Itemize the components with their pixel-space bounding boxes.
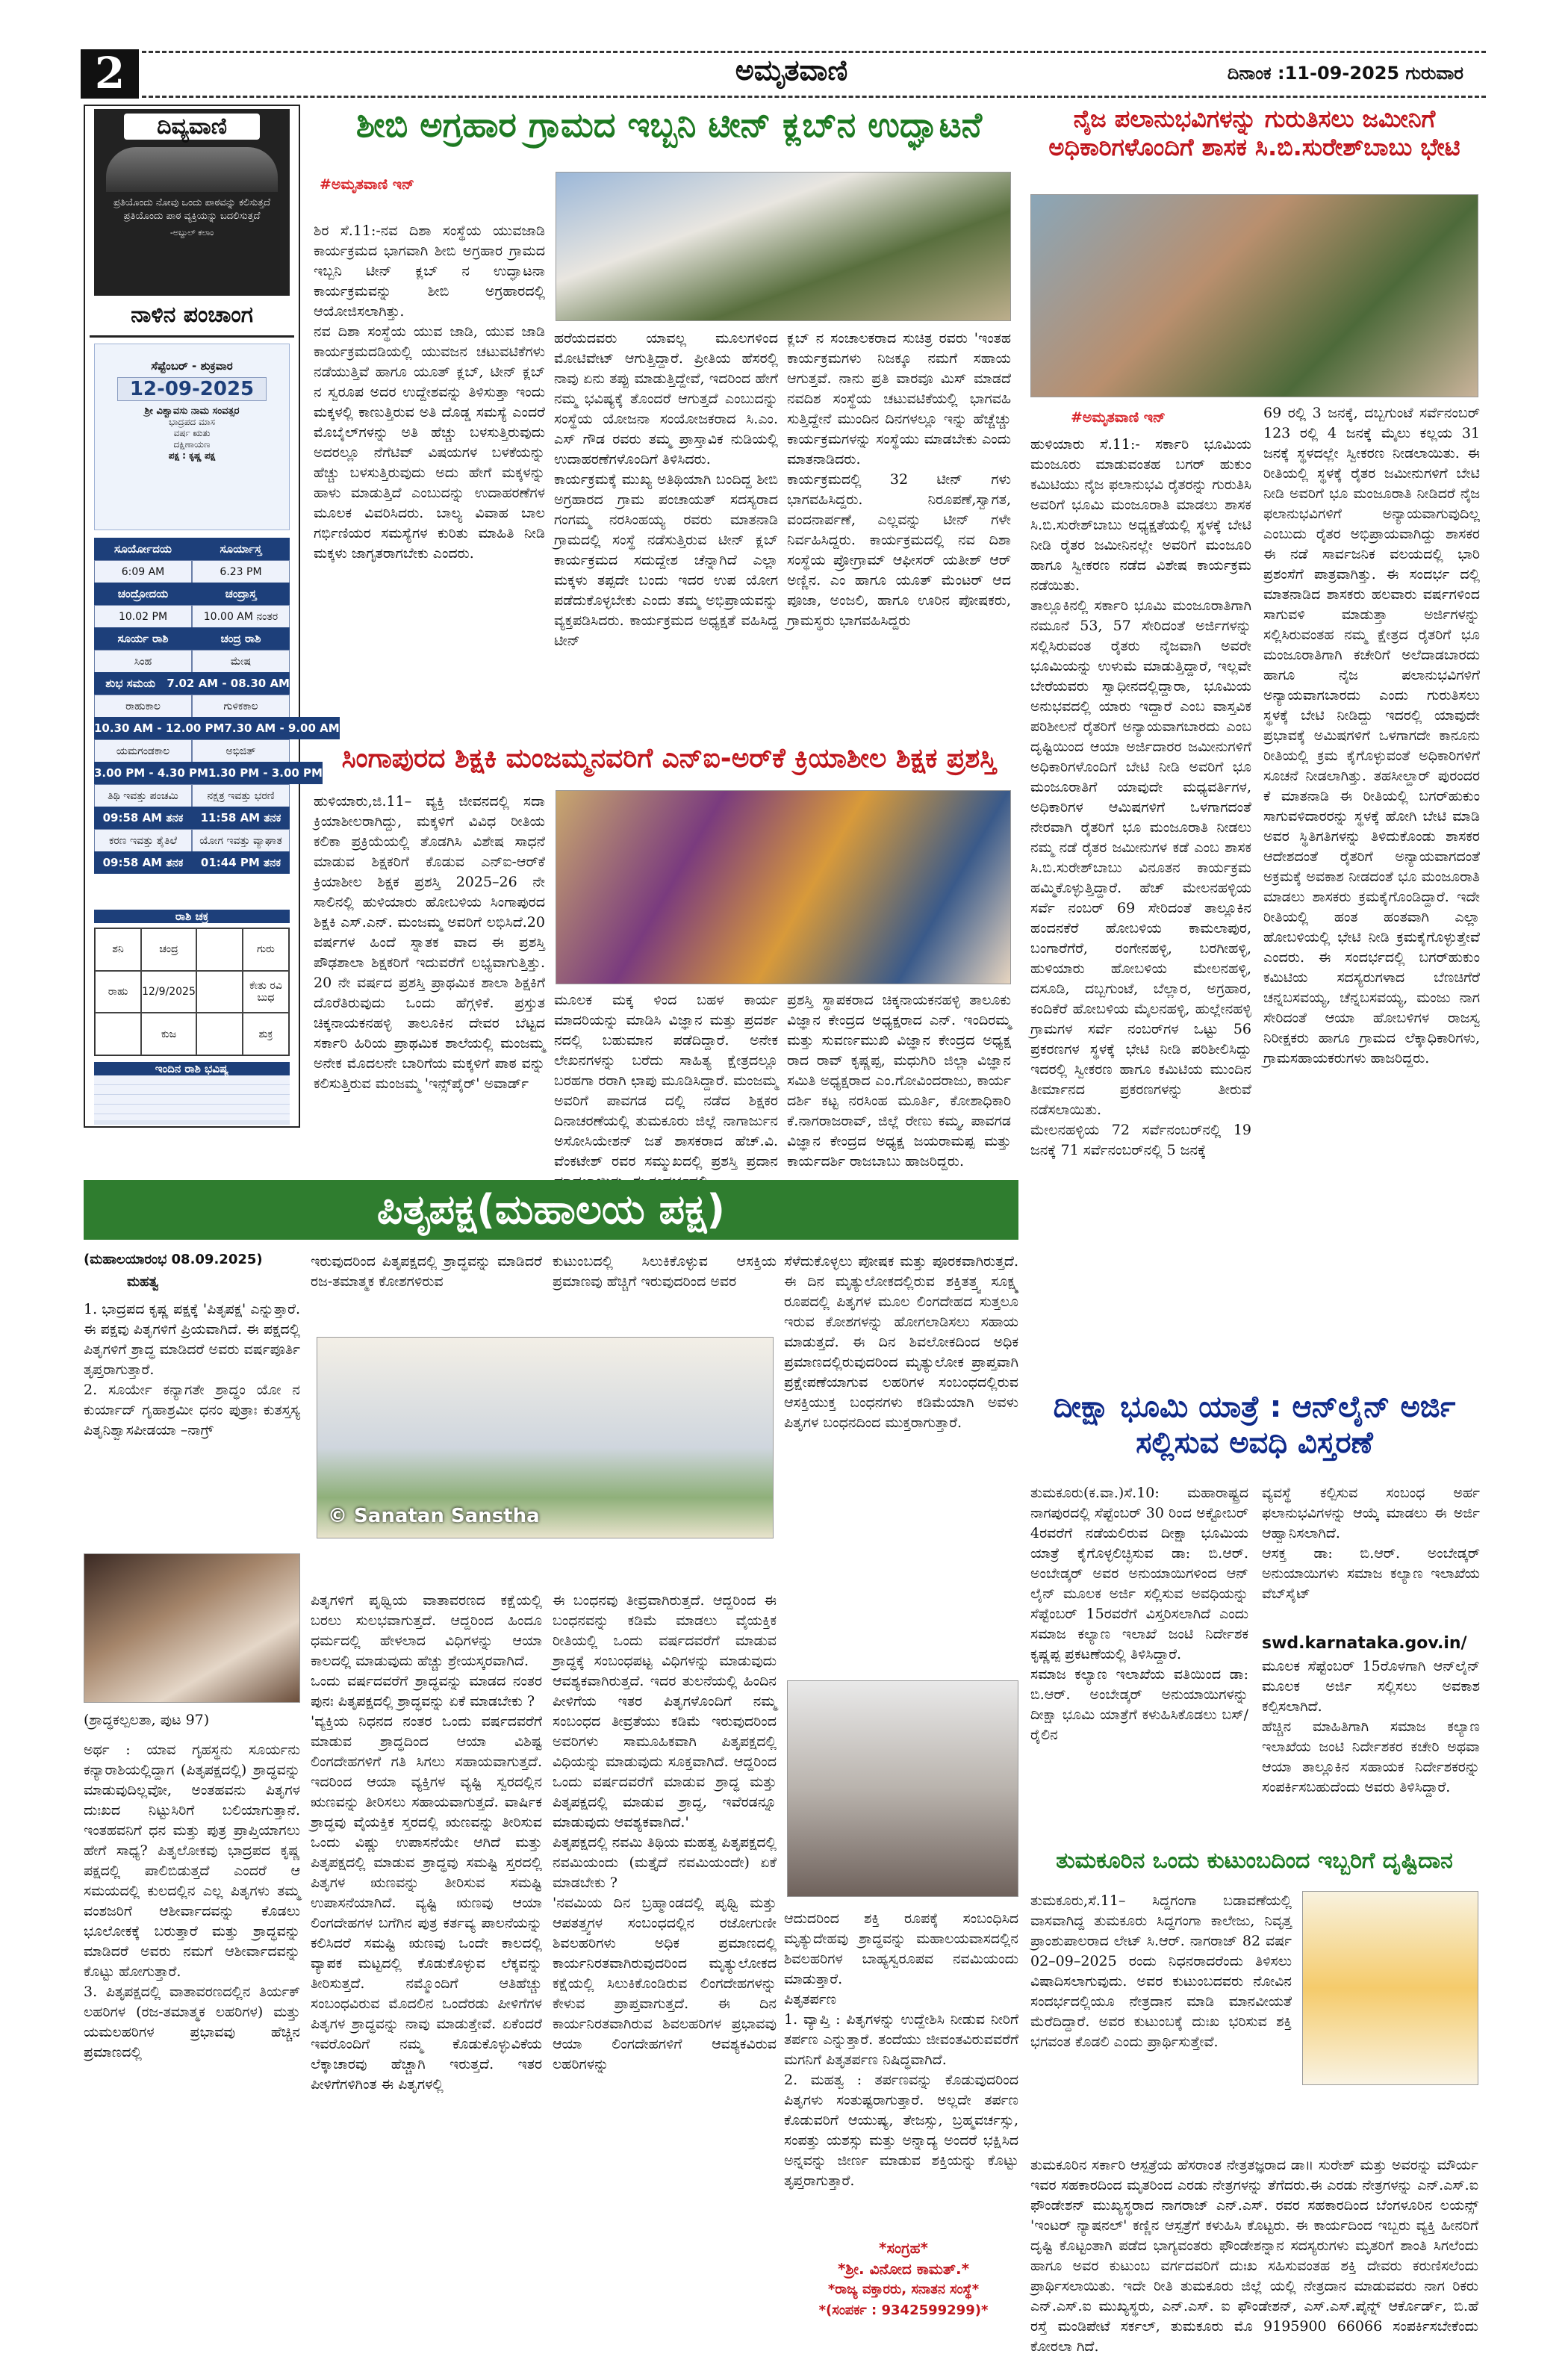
panchanga-cell: 7.02 AM - 08.30 AM xyxy=(167,672,290,695)
article4-signoff-org: *ರಾಜ್ಯ ವಕ್ತಾರರು, ಸನಾತನ ಸಂಸ್ಥೆ* xyxy=(827,2282,980,2297)
bhavishya-table xyxy=(94,1075,290,1120)
article1-tag: #ಅಮೃತವಾಣಿ ಇನ್ xyxy=(320,176,414,193)
panchanga-row xyxy=(94,784,290,807)
article4-col1b: ಅರ್ಥ : ಯಾವ ಗೃಹಸ್ಥನು ಸೂರ್ಯನು ಕನ್ಯಾರಾಶಿಯಲ್ಲಿದ್ದಾಗ (ಪಿತೃಪಕ್ಷದಲ್ಲಿ) ಶ್ರಾದ್ಧವನ್ನು ಮಾಡುವುದಿಲ್ಲವೋ, ಅಂತಹವನು ಪಿತೃಗಳ ದುಃಖದ ನಿಟ್ಟುಸಿರಿಗೆ ಬಲಿಯಾಗುತ್ತಾನೆ. ಇಂತಹವನಿಗೆ ಧನ ಮತ್ತು ಪುತ್ರ ಪ್ರಾಪ್ತಿಯಾಗಲು ಹೇಗೆ ಸಾಧ್ಯ? ಪಿತೃಲೋಕವು ಭಾದ್ರಪದ ಕೃಷ್ಣ ಪಕ್ಷದಲ್ಲಿ ಪಾಲಿಬಿಡುತ್ತದೆ ಎಂದರೆ ಆ ಸಮಯದಲ್ಲಿ ಕುಲದಲ್ಲಿನ ಎಲ್ಲ ಪಿತೃಗಳು ತಮ್ಮ ವಂಶಜರಿಗೆ ಆಶೀರ್ವಾದವನ್ನು ಕೊಡಲು ಭೂಲೋಕಕ್ಕೆ ಬರುತ್ತಾರೆ ಮತ್ತು ಶ್ರಾದ್ಧವನ್ನು ಮಾಡಿದರೆ ಅವರು ನಮಗೆ ಆಶೀರ್ವಾದವನ್ನು ಕೊಟ್ಟು ಹೋಗುತ್ತಾರೆ. 3. ಪಿತೃಪಕ್ಷದಲ್ಲಿ ವಾತಾವರಣದಲ್ಲಿನ ತಿರ್ಯಕ್ ಲಹರಿಗಳ (ರಜ-ತಮಾತ್ಮಕ ಲಹರಿಗಳ) ಮತ್ತು ಯಮಲಹರಿಗಳ ಪ್ರಭಾವವು ಹೆಚ್ಚಿನ ಪ್ರಮಾಣದಲ್ಲಿ xyxy=(84,1742,300,2061)
divyavani-author: -ಅಬ್ದುಲ್ ಕಲಾಂ xyxy=(169,228,214,237)
header-rule-top xyxy=(142,51,1486,53)
panchanga-cell: ನಕ್ಷತ್ರ ಇವತ್ತು ಭರಣಿ xyxy=(192,784,290,808)
panchanga-cell: ಮೇಷ xyxy=(192,650,290,674)
rashi-cell: ಶನಿ xyxy=(95,928,141,971)
rashi-cell: ಚಂದ್ರ xyxy=(141,928,196,971)
panchanga-row xyxy=(94,807,290,829)
panchanga-cell: ಚಂದ್ರಾಸ್ತ xyxy=(192,583,290,605)
panchanga-row xyxy=(94,829,290,851)
article2-photo xyxy=(1030,194,1478,397)
panchanga-row xyxy=(94,605,290,627)
page-number: 2 xyxy=(81,49,139,99)
panchanga-row xyxy=(94,851,290,874)
panchanga-cell: ಸೂರ್ಯೋದಯ xyxy=(94,538,192,560)
article6-col1: ತುಮಕೂರು,ಸೆ.11– ಸಿದ್ದಗಂಗಾ ಬಡಾವಣೆಯಲ್ಲಿ ವಾಸವಾಗಿದ್ದ ತುಮಕೂರು ಸಿದ್ದಗಂಗಾ ಕಾಲೇಜು, ನಿವೃತ್ತ ಪ್ರಾಂಶುಪಾಲರಾದ ಲೇಟ್ ಸಿ.ಆರ್. ನಾಗರಾಜ್ 82 ವರ್ಷ 02–09–2025 ರಂದು ನಿಧನರಾದರೆಂದು ತಿಳಿಸಲು ವಿಷಾದಿಸಲಾಗುವುದು. ಅವರ ಕುಟುಂಬದವರು ನೋವಿನ ಸಂದರ್ಭದಲ್ಲಿಯೂ ನೇತ್ರದಾನ ಮಾಡಿ ಮಾನವೀಯತೆ ಮೆರೆದಿದ್ದಾರೆ. ಅವರ ಕುಟುಂಬಕ್ಕೆ ದುಃಖ ಭರಿಸುವ ಶಕ್ತಿ ಭಗವಂತ ಕೊಡಲಿ ಎಂದು ಪ್ರಾರ್ಥಿಸುತ್ತೇವೆ. xyxy=(1030,1892,1292,2050)
article1-col1: ಶಿರ ಸೆ.11:-ನವ ದಿಶಾ ಸಂಸ್ಥೆಯ ಯುವಜಾಡಿ ಕಾರ್ಯಕ್ರಮದ ಭಾಗವಾಗಿ ಶೀಬಿ ಅಗ್ರಹಾರ ಗ್ರಾಮದ ಇಬ್ಬನಿ ಟೀನ್ ಕ್ಲಬ್ ನ ಉದ್ಘಾಟನಾ ಕಾರ್ಯಕ್ರಮವನ್ನು ಶೀಬಿ ಅಗ್ರಹಾರದಲ್ಲಿ ಆಯೋಜಿಸಲಾಗಿತ್ತು. ನವ ದಿಶಾ ಸಂಸ್ಥೆಯ ಯುವ ಜಾಡಿ, ಯುವ ಜಾಡಿ ಕಾರ್ಯಕ್ರಮದಡಿಯಲ್ಲಿ ಯುವಜನ ಚಟುವಟಿಕೆಗಳು ನಡೆಯುತ್ತಿವೆ ಹಾಗೂ ಯೂತ್ ಕ್ಲಬ್, ಟೀನ್ ಕ್ಲಬ್ ನ ಸ್ವರೂಪ ಅದರ ಉದ್ದೇಶವನ್ನು ತಿಳಿಸುತ್ತಾ ಇಂದು ಮಕ್ಕಳಲ್ಲಿ ಕಾಣುತ್ತಿರುವ ಅತಿ ದೊಡ್ಡ ಸಮಸ್ಯೆ ಎಂದರೆ ಮೊಬೈಲ್‌ಗಳನ್ನು ಅತಿ ಹೆಚ್ಚು ಬಳಸುತ್ತಿರುವುದು ಅದರಲ್ಲೂ ನೆಗೆಟಿವ್ ವಿಷಯಗಳ ಬಳಕೆಯನ್ನು ಹೆಚ್ಚು ಬಳಸುತ್ತಿರುವುದು ಅದು ಹೇಗೆ ಮಕ್ಕಳನ್ನು ಹಾಳು ಮಾಡುತ್ತಿದೆ ಎಂಬುದನ್ನು ಉದಾಹರಣೆಗಳ ಮೂಲಕ ವಿವರಿಸಿದರು. ಬಾಲ್ಯ ವಿವಾಹ ಬಾಲ ಗರ್ಭಿಣಿಯರ ಸಮಸ್ಯೆಗಳ ಕುರಿತು ಮಾಹಿತಿ ನೀಡಿ ಮಕ್ಕಳು ಜಾಗೃತರಾಗಬೇಕು ಎಂದರು. xyxy=(314,223,545,562)
panchanga-row xyxy=(94,739,290,762)
article4-ritual-photo xyxy=(84,1553,300,1703)
article4-signoff-name: *ಶ್ರೀ. ವಿನೋದ ಕಾಮತ್.* xyxy=(837,2260,970,2278)
article2-col2: 69 ರಲ್ಲಿ 3 ಜನಕ್ಕೆ, ದಬ್ಬಗುಂಟೆ ಸರ್ವೆನಂಬರ್ 123 ರಲ್ಲಿ 4 ಜನಕ್ಕೆ ಮೈಲು ಕಲ್ಲಯ 31 ಜನಕ್ಕೆ ಸ್ಥಳದಲ್ಲೇ ಸ್ವೀಕರಣ ನೀಡಲಾಯಿತು. ಈ ರೀತಿಯಲ್ಲಿ ಸ್ಥಳಕ್ಕೆ ರೈತರ ಜಮೀನುಗಳಿಗೆ ಬೇಟಿ ನೀಡಿ ಅವರಿಗೆ ಭೂ ಮಂಜೂರಾತಿ ನೀಡಿದರೆ ನೈಜ ಫಲಾನುಭವಿಗಳಿಗೆ ಅನ್ಯಾಯವಾಗುವುದಿಲ್ಲ ಎಂಬುದು ರೈತರ ಅಭಿಪ್ರಾಯವಾಗಿದ್ದು ಶಾಸಕರ ಈ ನಡೆ ಸಾರ್ವಜನಿಕ ವಲಯದಲ್ಲಿ ಭಾರಿ ಪ್ರಶಂಸೆಗೆ ಪಾತ್ರವಾಗಿತ್ತು. ಈ ಸಂದರ್ಭ ದಲ್ಲಿ ಮಾತನಾಡಿದ ಶಾಸಕರು ಹಲವಾರು ವರ್ಷಗಳಿಂದ ಸಾಗುವಳಿ ಮಾಡುತ್ತಾ ಅರ್ಜಿಗಳನ್ನು ಸಲ್ಲಿಸಿರುವಂತಹ ನಮ್ಮ ಕ್ಷೇತ್ರದ ರೈತರಿಗೆ ಭೂ ಮಂಜೂರಾತಿಗಾಗಿ ಕಚೇರಿಗೆ ಅಲೆದಾಡಬಾರದು ಹಾಗೂ ನೈಜ ಪಲಾನುಭವಿಗಳಿಗೆ ಅನ್ಯಾಯವಾಗಬಾರದು ಎಂದು ಗುರುತಿಸಲು ಸ್ಥಳಕ್ಕೆ ಬೇಟಿ ನೀಡಿದ್ದು ಇದರಲ್ಲಿ ಯಾವುದೇ ಪ್ರಭಾವಕ್ಕೆ ಅಮಿಷಗಳಿಗೆ ಒಳಗಾಗದೇ ಕಾನೂನು ರೀತಿಯಲ್ಲಿ ಕ್ರಮ ಕೈಗೊಳ್ಳುವಂತೆ ಅಧಿಕಾರಿಗಳಿಗೆ ಸೂಚನೆ ನೀಡಲಾಗಿತ್ತು. ತಹಸೀಲ್ದಾರ್ ಪುರಂದರ ಕೆ ಮಾತನಾಡಿ ಈ ರೀತಿಯಲ್ಲಿ ಬಗರ್‌ಹುಕುಂ ಸಾಗುವಳಿದಾರರನ್ನು ಸ್ಥಳಕ್ಕೆ ಹೋಗಿ ಬೇಟಿ ಮಾಡಿ ಅವರ ಸ್ಥಿತಿಗತಿಗಳನ್ನು ತಿಳಿದುಕೊಂಡು ಶಾಸಕರ ಆದೇಶದಂತೆ ರೈತರಿಗೆ ಅನ್ಯಾಯವಾಗದಂತೆ ಅಕ್ರಮಕ್ಕೆ ಅವಕಾಶ ನೀಡದಂತೆ ಭೂ ಮಂಜೂರಾತಿ ಮಾಡಲು ಶಾಸಕರು ಕ್ರಮಕೈಗೊಂಡಿದ್ದಾರೆ. ಇದೇ ರೀತಿಯಲ್ಲಿ ಹಂತ ಹಂತವಾಗಿ ಎಲ್ಲಾ ಹೋಬಳಿಯಲ್ಲಿ ಭೇಟಿ ನೀಡಿ ಕ್ರಮಕೈಗೊಳ್ಳುತ್ತೇವೆ ಎಂದರು. ಈ ಸಂದರ್ಭದಲ್ಲಿ ಬಗರ್‌ಹುಕುಂ ಕಮಿಟಿಯ ಸದಸ್ಯರುಗಳಾದ ಬೆಣಚಿಗೆರೆ ಚನ್ನಬಸವಯ್ಯ, ಚೆನ್ನಬಸವಯ್ಯ, ಮಂಜು ನಾಗ ಸೇರಿದಂತೆ ಆಯಾ ಹೋಬಳಿಗಳ ರಾಜಸ್ವ ನಿರೀಕ್ಷಕರು ಹಾಗೂ ಗ್ರಾಮದ ಲೆಕ್ಕಾಧಿಕಾರಿಗಳು, ಗ್ರಾಮಸಹಾಯಕರುಗಳು ಹಾಜರಿದ್ದರು. xyxy=(1263,405,1480,1066)
article1-col2: ಹರೆಯದವರು ಯಾವಲ್ಲ ಮೂಲಗಳಿಂದ ಮೋಟಿವೇಟ್ ಆಗುತ್ತಿದ್ದಾರೆ. ಪ್ರೀತಿಯ ಹೆಸರಲ್ಲಿ ನಾವು ಏನು ತಪ್ಪು ಮಾಡುತ್ತಿದ್ದೇವೆ, ಇದರಿಂದ ಹೇಗೆ ನಮ್ಮ ಭವಿಷ್ಯಕ್ಕೆ ತೊಂದರೆ ಆಗುತ್ತದೆ ಎಂಬುದನ್ನು ಸಂಸ್ಥೆಯ ಯೋಜನಾ ಸಂಯೋಜಕರಾದ ಸಿ.ಎಂ. ಎಸ್ ಗೌಡ ರವರು ತಮ್ಮ ಪ್ರಾಸ್ತಾವಿಕ ನುಡಿಯಲ್ಲಿ ಉದಾಹರಣೆಗಳೊಂದಿಗೆ ತಿಳಿಸಿದರು. ಕಾರ್ಯಕ್ರಮಕ್ಕೆ ಮುಖ್ಯ ಅತಿಥಿಯಾಗಿ ಬಂದಿದ್ದ ಶೀಬಿ ಅಗ್ರಹಾರದ ಗ್ರಾಮ ಪಂಚಾಯತ್ ಸದಸ್ಯರಾದ ಗಂಗಮ್ಮ ನರಸಿಂಹಯ್ಯ ರವರು ಮಾತನಾಡಿ ಗ್ರಾಮದಲ್ಲಿ ಸಂಸ್ಥೆ ನಡೆಸುತ್ತಿರುವ ಟೀನ್ ಕ್ಲಬ್ ಕಾರ್ಯಕ್ರಮದ ಸದುದ್ದೇಶ ಚೆನ್ನಾಗಿದೆ ಎಲ್ಲಾ ಮಕ್ಕಳು ತಪ್ಪದೇ ಬಂದು ಇದರ ಉಪ ಯೋಗ ಪಡೆದುಕೊಳ್ಳಬೇಕು ಎಂದು ತಮ್ಮ ಅಭಿಪ್ರಾಯವನ್ನು ವ್ಯಕ್ತಪಡಿಸಿದರು. ಕಾರ್ಯಕ್ರಮದ ಅಧ್ಯಕ್ಷತೆ ವಹಿಸಿದ್ದ ಟೀನ್ xyxy=(554,330,778,649)
rashi-cell: ಕುಜ xyxy=(141,1013,196,1055)
panchanga-row xyxy=(94,583,290,605)
masthead: ಅಮೃತವಾಣಿ xyxy=(735,54,848,87)
rashi-cell: ಶುಕ್ರ xyxy=(243,1013,289,1055)
article6-portrait xyxy=(1302,1891,1478,2085)
article4-col2b: ಪಿತೃಗಳಿಗೆ ಪೃಥ್ವಿಯ ವಾತಾವರಣದ ಕಕ್ಷೆಯಲ್ಲಿ ಬರಲು ಸುಲಭವಾಗುತ್ತದೆ. ಆದ್ದರಿಂದ ಹಿಂದೂ ಧರ್ಮದಲ್ಲಿ ಹೇಳಲಾದ ವಿಧಿಗಳನ್ನು ಆಯಾ ಕಾಲದಲ್ಲಿ ಮಾಡುವುದು ಹೆಚ್ಚು ಶ್ರೇಯಸ್ಕರವಾಗಿದೆ. ಒಂದು ವರ್ಷದವರೆಗೆ ಶ್ರಾದ್ಧವನ್ನು ಮಾಡದ ನಂತರ ಪುನಃ ಪಿತೃಪಕ್ಷದಲ್ಲಿ ಶ್ರಾದ್ಧವನ್ನು ಏಕೆ ಮಾಡಬೇಕು ? 'ವ್ಯಕ್ತಿಯ ನಿಧನದ ನಂತರ ಒಂದು ವರ್ಷದವರೆಗೆ ಮಾಡುವ ಶ್ರಾದ್ಧದಿಂದ ಆಯಾ ವಿಶಿಷ್ಟ ಲಿಂಗದೇಹಗಳಿಗೆ ಗತಿ ಸಿಗಲು ಸಹಾಯವಾಗುತ್ತದೆ. ಇದರಿಂದ ಆಯಾ ವ್ಯಕ್ತಿಗಳ ವ್ಯಷ್ಟಿ ಸ್ವರದಲ್ಲಿನ ಋಣವನ್ನು ತೀರಿಸಲು ಸಹಾಯವಾಗುತ್ತದೆ. ವಾರ್ಷಿಕ ಶ್ರಾದ್ಧವು ವೈಯಕ್ತಿಕ ಸ್ತರದಲ್ಲಿ ಋಣವನ್ನು ತೀರಿಸುವ ಒಂದು ವಿಷ್ಣು ಉಪಾಸನೆಯೇ ಆಗಿದೆ ಮತ್ತು ಪಿತೃಪಕ್ಷದಲ್ಲಿ ಮಾಡುವ ಶ್ರಾದ್ಧವು ಸಮಷ್ಟಿ ಸ್ತರದಲ್ಲಿ ಪಿತೃಗಳ ಋಣವನ್ನು ತೀರಿಸುವ ಸಮಷ್ಟಿ ಉಪಾಸನೆಯಾಗಿದೆ. ವ್ಯಷ್ಟಿ ಋಣವು ಆಯಾ ಲಿಂಗದೇಹಗಳ ಬಗೆಗಿನ ಪುತ್ರ ಕರ್ತವ್ಯ ಪಾಲನೆಯನ್ನು ಕಲಿಸಿದರೆ ಸಮಷ್ಟಿ ಋಣವು ಒಂದೇ ಕಾಲದಲ್ಲಿ ವ್ಯಾಪಕ ಮಟ್ಟದಲ್ಲಿ ಕೊಡುಕೊಳ್ಳುವ ಲೆಕ್ಕವನ್ನು ತೀರಿಸುತ್ತದೆ. ನಮ್ಮೊಂದಿಗೆ ಆತಿಹೆಚ್ಚು ಸಂಬಂಧವಿರುವ ಮೊದಲಿನ ಒಂದೆರಡು ಪೀಳಿಗೆಗಳ ಪಿತೃಗಳ ಶ್ರಾದ್ಧವನ್ನು ನಾವು ಮಾಡುತ್ತೇವೆ. ಏಕೆಂದರೆ ಇವರೊಂದಿಗೆ ನಮ್ಮ ಕೊಡುಕೊಳ್ಳುವಿಕೆಯ ಲೆಕ್ಕಾಚಾರವು ಹೆಚ್ಚಾಗಿ ಇರುತ್ತದೆ. ಇತರ ಪೀಳಿಗೆಗಳಿಗಿಂತ ಈ ಪಿತೃಗಳಲ್ಲಿ xyxy=(311,1592,542,2093)
panchanga-cell: ರಾಹುಕಾಲ xyxy=(94,695,192,718)
rashi-cell: ಗುರು xyxy=(243,928,289,971)
article1-headline: ಶೀಬಿ ಅಗ್ರಹಾರ ಗ್ರಾಮದ ಇಬ್ಬನಿ ಟೀನ್ ಕ್ಲಬ್‌ನ ಉದ್ಘಾಟನೆ xyxy=(355,105,983,145)
article5-headline: ದೀಕ್ಷಾ ಭೂಮಿ ಯಾತ್ರೆ : ಆನ್‌ಲೈನ್ ಅರ್ಜಿ ಸಲ್ಲಿಸುವ ಅವಧಿ ವಿಸ್ತರಣೆ xyxy=(1053,1390,1456,1460)
panchanga-cell: ಸಿಂಹ xyxy=(94,650,192,674)
panchanga-cell: 09:58 AM ತನಕ xyxy=(94,851,192,874)
divyavani-title: ದಿವ್ಯವಾಣಿ xyxy=(124,114,260,140)
kalam-portrait xyxy=(106,147,278,192)
article2-tag: #ಅಮೃತವಾಣಿ ಇನ್ xyxy=(1071,409,1166,426)
panchanga-cell: 1.30 PM - 3.00 PM xyxy=(208,762,323,784)
panchanga-cell: 6:09 AM xyxy=(94,560,192,584)
panchanga-cell: 10.30 AM - 12.00 PM xyxy=(94,717,224,739)
rashi-cell: ರಾಹು xyxy=(95,971,141,1013)
article4-shraddha-photo xyxy=(317,1337,774,1538)
article4-signoff-contact: *(ಸಂಪರ್ಕ : 9342599299)* xyxy=(818,2302,989,2318)
article3-photo xyxy=(556,790,1011,984)
article4-banner: ಪಿತೃಪಕ್ಷ(ಮಹಾಲಯ ಪಕ್ಷ) xyxy=(84,1180,1018,1240)
panchanga-cell: 01:44 PM ತನಕ xyxy=(192,851,290,874)
panchanga-row xyxy=(94,627,290,650)
article2-col1: ಹುಳಿಯಾರು ಸೆ.11:- ಸರ್ಕಾರಿ ಭೂಮಿಯ ಮಂಜೂರು ಮಾಡುವಂತಹ ಬಗರ್ ಹುಕುಂ ಕಮಿಟಿಯು ನೈಜ ಫಲಾನುಭವಿ ರೈತರನ್ನು ಗುರುತಿಸಿ ಅವರಿಗೆ ಭೂಮಿ ಮಂಜೂರಾತಿ ಮಾಡಲು ಶಾಸಕ ಸಿ.ಬಿ.ಸುರೇಶ್‌ಬಾಬು ಅಧ್ಯಕ್ಷತೆಯಲ್ಲಿ ಸ್ಥಳಕ್ಕೆ ಬೇಟಿ ನೀಡಿ ರೈತರ ಜಮೀನಿನಲ್ಲೇ ಅವರಿಗೆ ಮಂಜೂರಿ ಹಾಗೂ ಸ್ವೀಕರಣ ನಡೆದ ವಿಶೇಷ ಕಾರ್ಯಕ್ರಮ ನಡೆಯಿತು. ತಾಲ್ಲೂಕಿನಲ್ಲಿ ಸರ್ಕಾರಿ ಭೂಮಿ ಮಂಜೂರಾತಿಗಾಗಿ ನಮೂನೆ 53, 57 ಸೇರಿದಂತೆ ಅರ್ಜಿಗಳನ್ನು ಸಲ್ಲಿಸಿರುವಂತ ರೈತರು ನೈಜವಾಗಿ ಅವರೇ ಭೂಮಿಯನ್ನು ಉಳುಮೆ ಮಾಡುತ್ತಿದ್ದಾರೆ, ಇಲ್ಲವೇ ಬೇರೆಯವರು ಸ್ವಾಧೀನದಲ್ಲಿದ್ದಾರಾ, ಭೂಮಿಯ ಅನುಭವದಲ್ಲಿ ಯಾರು ಇದ್ದಾರೆ ಎಂಬ ವಾಸ್ತವಿಕ ಪರಿಶೀಲನೆ ರೈತರಿಗೆ ಅನ್ಯಾಯವಾಗಬಾರದು ಎಂಬ ದೃಷ್ಟಿಯಿಂದ ಆಯಾ ಅರ್ಜಿದಾರರ ಜಮೀನುಗಳಿಗೆ ಅಧಿಕಾರಿಗಳೊಂದಿಗೆ ಬೇಟಿ ನೀಡಿ ಅವರಿಗೆ ಭೂ ಮಂಜೂರಾತಿಗೆ ಯಾವುದೇ ಮಧ್ಯವರ್ತಿಗಳ, ಅಧಿಕಾರಿಗಳ ಆಮಿಷಗಳಿಗೆ ಒಳಗಾಗದಂತೆ ನೇರವಾಗಿ ರೈತರಿಗೆ ಭೂ ಮಂಜೂರಾತಿ ನೀಡಲು ನಮ್ಮ ನಡೆ ರೈತರ ಜಮೀನುಗಳ ಕಡೆ ಎಂಬ ಶಾಸಕ ಸಿ.ಬಿ.ಸುರೇಶ್‌ಬಾಬು ವಿನೂತನ ಕಾರ್ಯಕ್ರಮ ಹಮ್ಮಿಕೊಳ್ಳುತ್ತಿದ್ದಾರೆ. ಹೆಚ್ ಮೇಲನಹಳ್ಳಿಯ ಸರ್ವೆ ನಂಬರ್ 69 ಸೇರಿದಂತೆ ತಾಲ್ಲೂಕಿನ ಹಂದನಕೆರೆ ಹೋಬಳಿಯ ಕಾಮಲಾಪುರ, ಬಂಗಾರೆಗೆರೆ, ರಂಗೇನಹಳ್ಳಿ, ಬರಗೀಹಳ್ಳಿ, ಹುಳಿಯಾರು ಹೋಬಳಿಯ ಮೇಲನಹಳ್ಳಿ, ದಸೂಡಿ, ದಬ್ಬಗುಂಟೆ, ಬೆಲ್ಲಾರ, ಅಗ್ರಹಾರ, ಕಂದಿಕೆರೆ ಹೋಬಳಿಯ ಮೈಲನಹಳ್ಳಿ, ಹುಲ್ಲೇನಹಳ್ಳಿ ಗ್ರಾಮಗಳ ಸರ್ವೆ ನಂಬರ್‌ಗಳ ಒಟ್ಟು 56 ಪ್ರಕರಣಗಳ ಸ್ಥಳಕ್ಕೆ ಭೇಟಿ ನೀಡಿ ಪರಿಶೀಲಿಸಿದ್ದು ಇದರಲ್ಲಿ ಸ್ವೀಕರಣ ಹಾಗೂ ಕಮಿಟಿಯ ಮುಂದಿನ ತೀರ್ಮಾನದ ಪ್ರಕರಣಗಳನ್ನು ತೀರುವೆ ನಡೆಸಲಾಯಿತು. ಮೇಲನಹಳ್ಳಿಯ 72 ಸರ್ವೆನಂಬರ್‌ನಲ್ಲಿ 19 ಜನಕ್ಕೆ 71 ಸರ್ವೆನಂಬರ್‌ನಲ್ಲಿ 5 ಜನಕ್ಕೆ xyxy=(1030,436,1251,1158)
ritu: ವರ್ಷ ಋತು xyxy=(173,428,211,438)
panchanga-cell: ಚಂದ್ರೋದಯ xyxy=(94,583,192,605)
article4-col4b: ಆದುದರಿಂದ ಶಕ್ತಿ ರೂಪಕ್ಕೆ ಸಂಬಂಧಿಸಿದ ಮೃತ್ಯುದೇಹವು ಶ್ರಾದ್ಧವನ್ನು ಮಹಾಲಯವಾಸದಲ್ಲಿನ ಶಿವಲಹರಿಗಳ ಬಾಹ್ಯಸ್ವರೂಪವ ನವಮಿಯಂದು ಮಾಡುತ್ತಾರೆ. ಪಿತೃತರ್ಪಣ 1. ವ್ಯಾಪ್ತಿ : ಪಿತೃಗಳನ್ನು ಉದ್ದೇಶಿಸಿ ನೀಡುವ ನೀರಿಗೆ ತರ್ಪಣ ಎನ್ನುತ್ತಾರೆ. ತಂದೆಯು ಜೀವಂತವಿರುವವರೆಗೆ ಮಗನಿಗೆ ಪಿತೃತರ್ಪಣ ನಿಷಿದ್ಧವಾಗಿದೆ. 2. ಮಹತ್ವ : ತರ್ಪಣವನ್ನು ಕೊಡುವುದರಿಂದ ಪಿತೃಗಳು ಸಂತುಷ್ಟರಾಗುತ್ತಾರೆ. ಅಲ್ಲದೇ ತರ್ಪಣ ಕೊಡುವರಿಗೆ ಆಯುಷ್ಯ, ತೇಜಸ್ಸು, ಬ್ರಹ್ಮವರ್ಚಸ್ಸು, ಸಂಪತ್ತು ಯಶಸ್ಸು ಮತ್ತು ಅನ್ನಾದ್ಯ ಅಂದರೆ ಭಕ್ಷಿಸಿದ ಅನ್ನವನ್ನು ಜೀರ್ಣ ಮಾಡುವ ಶಕ್ತಿಯನ್ನು ಕೊಟ್ಟು ತೃಪ್ತರಾಗುತ್ತಾರೆ. xyxy=(784,1910,1018,2189)
article4-intro-date: (ಮಹಾಲಯಾರಂಭ 08.09.2025) xyxy=(84,1252,263,1267)
rashi-chakra xyxy=(94,928,290,1056)
rashi-cell xyxy=(196,1013,243,1055)
panchanga-cell: ಅಭಿಜಿತ್ xyxy=(192,739,290,763)
article3-col1: ಹುಳಿಯಾರು,ಜಿ.11– ವ್ಯಕ್ತಿ ಜೀವನದಲ್ಲಿ ಸದಾ ಕ್ರಿಯಾಶೀಲರಾಗಿದ್ದು, ಮಕ್ಕಳಿಗೆ ವಿವಿಧ ರೀತಿಯ ಕಲಿಕಾ ಪ್ರಕ್ರಿಯೆಯಲ್ಲಿ ತೊಡಗಿಸಿ ವಿಶೇಷ ಸಾಧನೆ ಮಾಡುವ ಶಿಕ್ಷಕರಿಗೆ ಕೊಡುವ ಎನ್‌ಐ-ಆರ್‌ಕೆ ಕ್ರಿಯಾಶೀಲ ಶಿಕ್ಷಕ ಪ್ರಶಸ್ತಿ 2025–26 ನೇ ಸಾಲಿನಲ್ಲಿ ಹುಳಿಯಾರು ಹೋಬಳಿಯ ಸಿಂಗಾಪುರದ ಶಿಕ್ಷಕಿ ಎಸ್.ಎನ್. ಮಂಜಮ್ಮ ಅವರಿಗೆ ಲಭಿಸಿದೆ.20 ವರ್ಷಗಳ ಹಿಂದೆ ಸ್ನಾತಕ ವಾದ ಈ ಪ್ರಶಸ್ತಿ ಪೌಢಶಾಲಾ ಶಿಕ್ಷಕರಿಗೆ ಇದುವರೆಗೆ ಲಭ್ಯವಾಗುತ್ತಿತ್ತು. 20 ನೇ ವರ್ಷದ ಪ್ರಶಸ್ತಿ ಪ್ರಾಥಮಿಕ ಶಾಲಾ ಶಿಕ್ಷಕಿಗೆ ದೊರೆತಿರುವುದು ಒಂದು ಹೆಗ್ಗಳಿಕೆ. ಪ್ರಸ್ತುತ ಚಿಕ್ಕನಾಯಕನಹಳ್ಳಿ ತಾಲೂಕಿನ ದೇವರ ಬೆಟ್ಟದ ಸರ್ಕಾರಿ ಹಿರಿಯ ಪ್ರಾಥಮಿಕ ಶಾಲೆಯಲ್ಲಿ ಮಂಜಮ್ಮ ಅನೇಕ ಮೊದಲನೇ ಬಾರಿಗೆಯ ಮಕ್ಕಳಿಗೆ ಪಾಠ ವನ್ನು ಕಲಿಸುತ್ತಿರುವ ಮಂಜಮ್ಮ 'ಇನ್ಸ್‌ಪೈರ್' ಅವಾರ್ಡ್ xyxy=(314,793,545,1092)
panchanga-row xyxy=(94,672,290,695)
bhavishya-panel xyxy=(94,1062,290,1125)
rashi-cell: ಕೇತು ರವಿ ಬುಧ xyxy=(243,971,289,1013)
masa: ಭಾದ್ರಪದ ಮಾಸ xyxy=(169,417,215,427)
panchanga-cell: ಕರಣ ಇವತ್ತು ತೈತಿಲೆ xyxy=(94,829,192,853)
article4-col3b: ಈ ಬಂಧನವು ತೀವ್ರವಾಗಿರುತ್ತದೆ. ಆದ್ದರಿಂದ ಈ ಬಂಧನವನ್ನು ಕಡಿಮೆ ಮಾಡಲು ವೈಯಕ್ತಿಕ ರೀತಿಯಲ್ಲಿ ಒಂದು ವರ್ಷದವರೆಗೆ ಮಾಡುವ ಶ್ರಾದ್ಧಕ್ಕೆ ಸಂಬಂಧಪಟ್ಟ ವಿಧಿಗಳನ್ನು ಮಾಡುವುದು ಆವಶ್ಯಕವಾಗಿರುತ್ತದೆ. ಇದರ ತುಲನೆಯಲ್ಲಿ ಹಿಂದಿನ ಪೀಳಿಗೆಯ ಇತರ ಪಿತೃಗಳೊಂದಿಗೆ ನಮ್ಮ ಸಂಬಂಧದ ತೀವ್ರತೆಯು ಕಡಿಮೆ ಇರುವುದರಿಂದ ಅವರಿಗಳು ಸಾಮೂಹಿಕವಾಗಿ ಪಿತೃಪಕ್ಷದಲ್ಲಿ ವಿಧಿಯನ್ನು ಮಾಡುವುದು ಸೂಕ್ತವಾಗಿದೆ. ಆದ್ದರಿಂದ ಒಂದು ವರ್ಷದವರೆಗೆ ಮಾಡುವ ಶ್ರಾದ್ಧ ಮತ್ತು ಪಿತೃಪಕ್ಷದಲ್ಲಿ ಮಾಡುವ ಶ್ರಾದ್ಧ, ಇವೆರಡನ್ನೂ ಮಾಡುವುದು ಆವಶ್ಯಕವಾಗಿದೆ.' ಪಿತೃಪಕ್ಷದಲ್ಲಿ ನವಮಿ ತಿಥಿಯ ಮಹತ್ವ ಪಿತೃಪಕ್ಷದಲ್ಲಿ ನವಮಿಯಂದು (ಮತ್ತೈದೆ ನವಮಿಯಂದೇ) ಏಕೆ ಮಾಡಬೇಕು ? 'ನವಮಿಯ ದಿನ ಬ್ರಹ್ಮಾಂಡದಲ್ಲಿ ಪೃಥ್ವಿ ಮತ್ತು ಆಪತತ್ತ್ವಗಳ ಸಂಬಂಧದಲ್ಲಿನ ರಜೋಗುಣೀ ಶಿವಲಹರಿಗಳು ಅಧಿಕ ಪ್ರಮಾಣದಲ್ಲಿ ಕಾರ್ಯನಿರತವಾಗಿರುವುದರಿಂದ ಮೃತ್ಯುಲೋಕದ ಕಕ್ಷೆಯಲ್ಲಿ ಸಿಲುಕಿಕೊಂಡಿರುವ ಲಿಂಗದೇಹಗಳನ್ನು ಕೇಳುವ ಪ್ರಾಪ್ತವಾಗುತ್ತದೆ. ಈ ದಿನ ಕಾರ್ಯನಿರತವಾಗಿರುವ ಶಿವಲಹರಿಗಳ ಪ್ರಭಾವವು ಆಯಾ ಲಿಂಗದೇಹಗಳಿಗೆ ಆವಶ್ಯಕವಿರುವ ಲಹರಿಗಳನ್ನು xyxy=(553,1592,777,2072)
panchanga-row xyxy=(94,560,290,583)
divyavani-quote: ಪ್ರತಿಯೊಂದು ನೋವು ಒಂದು ಪಾಠವನ್ನು ಕಲಿಸುತ್ತದೆ ಪ್ರತಿಯೊಂದು ಪಾಠ ವ್ಯಕ್ತಿಯನ್ನು ಬದಲಿಸುತ್ತದೆ xyxy=(113,197,271,222)
article4-col3: ಕುಟುಂಬದಲ್ಲಿ ಸಿಲುಕಿಕೊಳ್ಳುವ ಆಸಕ್ತಿಯ ಪ್ರಮಾಣವು ಹೆಚ್ಚಿಗೆ ಇರುವುದರಿಂದ ಅವರ xyxy=(553,1253,777,1290)
panchanga-cell: ಚಂದ್ರ ರಾಶಿ xyxy=(192,627,290,650)
article3-headline: ಸಿಂಗಾಪುರದ ಶಿಕ್ಷಕಿ ಮಂಜಮ್ಮನವರಿಗೆ ಎನ್‌ಐ-ಅರ್‌ಕೆ ಕ್ರಿಯಾಶೀಲ ಶಿಕ್ಷಕ ಪ್ರಶಸ್ತಿ xyxy=(341,743,997,774)
panchanga-cell: 09:58 AM ತನಕ xyxy=(94,807,192,829)
rashi-chakra-title: ರಾಶಿ ಚಕ್ರ xyxy=(94,910,290,923)
panchanga-cell: 6.23 PM xyxy=(192,560,290,584)
samvatsara: ಶ್ರೀ ವಿಶ್ವಾವಸು ನಾಮ ಸಂವತ್ಸರ xyxy=(144,406,240,417)
panchanga-cell: ಯೋಗ ಇವತ್ತು ವ್ಯಾಘಾತ xyxy=(192,829,290,853)
panchanga-cell: 7.30 AM - 9.00 AM xyxy=(224,717,339,739)
article6-headline: ತುಮಕೂರಿನ ಒಂದು ಕುಟುಂಬದಿಂದ ಇಬ್ಬರಿಗೆ ದೃಷ್ಟಿದಾನ xyxy=(1056,1848,1453,1874)
panchanga-row xyxy=(94,538,290,560)
ayana: ದಕ್ಷಿಣಾಯಣ xyxy=(173,439,211,450)
panchanga-cell: ಶುಭ ಸಮಯ xyxy=(94,672,167,695)
panchanga-cell: 10.02 PM xyxy=(94,605,192,629)
article2-headline: ನೈಜ ಪಲಾನುಭವಿಗಳನ್ನು ಗುರುತಿಸಲು ಜಮೀನಿಗೆ ಅಧಿಕಾರಿಗಳೊಂದಿಗೆ ಶಾಸಕ ಸಿ.ಬಿ.ಸುರೇಶ್‌ಬಾಬು ಭೇಟಿ xyxy=(1048,105,1460,162)
divyavani-panel xyxy=(94,109,290,296)
article4-col2: ಇರುವುದರಿಂದ ಪಿತೃಪಕ್ಷದಲ್ಲಿ ಶ್ರಾದ್ಧವನ್ನು ಮಾಡಿದರೆ ರಜ-ತಮಾತ್ಮಕ ಕೋಶಗಳಿರುವ xyxy=(311,1253,542,1290)
panchanga-cell: ಗುಳಿಕಕಾಲ xyxy=(192,695,290,718)
article3-col3: ಪ್ರಶಸ್ತಿ ಸ್ಥಾಪಕರಾದ ಚಿಕ್ಕನಾಯಕನಹಳ್ಳಿ ತಾಲೂಕು ವಿಜ್ಞಾನ ಕೇಂದ್ರದ ಅಧ್ಯಕ್ಷರಾದ ಎನ್. ಇಂದಿರಮ್ಮ ಮತ್ತು ಸುವರ್ಣಮುಖಿ ವಿಜ್ಞಾನ ಕೇಂದ್ರದ ಅಧ್ಯಕ್ಷ ರಾದ ರಾವ್ ಕೃಷ್ಣಪ್ಪ, ಮಧುಗಿರಿ ಜಿಲ್ಲಾ ವಿಜ್ಞಾನ ಸಮಿತಿ ಅಧ್ಯಕ್ಷರಾದ ಎಂ.ಗೋವಿಂದರಾಜು, ಕಾರ್ಯ ದರ್ಶಿ ಕಟ್ಟ ನರಸಿಂಹ ಮೂರ್ತಿ, ಕೋಶಾಧಿಕಾರಿ ಕೆ.ನಾಗರಾಜರಾವ್, ಜಿಲ್ಲೆ ರೇಣು ಕಮ್ಮ, ಪಾವಗಡ ವಿಜ್ಞಾನ ಕೇಂದ್ರದ ಅಧ್ಯಕ್ಷ ಜಯರಾಮಪ್ಪ ಮತ್ತು ಕಾರ್ಯದರ್ಶಿ ರಾಜಬಾಬು ಹಾಜರಿದ್ದರು. xyxy=(787,992,1011,1170)
article4-caption: (ಶ್ರಾದ್ಧಕಲ್ಪಲತಾ, ಪುಟ 97) xyxy=(84,1712,210,1728)
panchanga-cell: 11:58 AM ತನಕ xyxy=(192,807,290,829)
article4-signoff-label: *ಸಂಗ್ರಹ* xyxy=(879,2239,928,2257)
panchanga-date-card xyxy=(94,344,290,530)
article4-col4: ಸೆಳೆದುಕೊಳ್ಳಲು ಪೋಷಕ ಮತ್ತು ಪೂರಕವಾಗಿರುತ್ತದೆ. ಈ ದಿನ ಮೃತ್ಯುಲೋಕದಲ್ಲಿರುವ ಶಕ್ತಿತತ್ತ್ವ ಸೂಕ್ಷ್ಮ ರೂಪದಲ್ಲಿ ಪಿತೃಗಳ ಮೂಲ ಲಿಂಗದೇಹದ ಸುತ್ತಲೂ ಇರುವ ಕೋಶಗಳನ್ನು ಹೋಗಲಾಡಿಸಲು ಸಹಾಯ ಮಾಡುತ್ತದೆ. ಈ ದಿನ ಶಿವಲೋಕದಿಂದ ಅಧಿಕ ಪ್ರಮಾಣದಲ್ಲಿರುವುದರಿಂದ ಮೃತ್ಯುಲೋಕ ಪ್ರಾಪ್ತವಾಗಿ ಪ್ರಕ್ಷೇಪಣೆಯಾಗುವ ಲಹರಿಗಳ ಸಂಬಂಧದಲ್ಲಿರುವ ಆಸಕ್ತಿಯುಕ್ತ ಬಂಧನಗಳು ಕಡಿಮೆಯಾಗಿ ಅವಳು ಪಿತೃಗಳ ಬಂಧನದಿಂದ ಮುಕ್ತರಾಗುತ್ತಾರೆ. xyxy=(784,1253,1018,1431)
panchanga-row xyxy=(94,717,340,739)
article5-col2b: ಮೂಲಕ ಸೆಪ್ಟೆಂಬರ್ 15ರೊಳಗಾಗಿ ಆನ್‌ಲೈನ್ ಮೂಲಕ ಅರ್ಜಿ ಸಲ್ಲಿಸಲು ಅವಕಾಶ ಕಲ್ಪಿಸಲಾಗಿದೆ. ಹೆಚ್ಚಿನ ಮಾಹಿತಿಗಾಗಿ ಸಮಾಜ ಕಲ್ಯಾಣ ಇಲಾಖೆಯ ಜಂಟಿ ನಿರ್ದೇಶಕರ ಕಚೇರಿ ಅಥವಾ ಆಯಾ ತಾಲ್ಲೂಕಿನ ಸಹಾಯಕ ನಿರ್ದೇಶಕರನ್ನು ಸಂಪರ್ಕಿಸಬಹುದೆಂದು ಅವರು ತಿಳಿಸಿದ್ದಾರೆ. xyxy=(1262,1658,1480,1795)
article3-col2: ಮೂಲಕ ಮಕ್ಕ ಳಿಂದ ಬಹಳ ಕಾರ್ಯ ಮಾದರಿಯನ್ನು ಮಾಡಿಸಿ ವಿಜ್ಞಾನ ಮತ್ತು ಪ್ರದರ್ಶ ನದಲ್ಲಿ ಬಹುಮಾನ ಪಡೆದಿದ್ದಾರೆ. ಅನೇಕ ಲೇಖನಗಳನ್ನು ಬರೆದು ಸಾಹಿತ್ಯ ಕ್ಷೇತ್ರದಲ್ಲೂ ಬರಹಗಾ ರರಾಗಿ ಛಾಪು ಮೂಡಿಸಿದ್ದಾರೆ. ಮಂಜಮ್ಮ ಅವರಿಗೆ ಪಾವಗಡ ದಲ್ಲಿ ನಡೆದ ಶಿಕ್ಷಕರ ದಿನಾಚರಣೆಯಲ್ಲಿ ತುಮಕೂರು ಜಿಲ್ಲೆ ನಾಗಾರ್ಜುನ ಅಸೋಸಿಯೇಶನ್ ಜತೆ ಶಾಸಕರಾದ ಹೆಚ್.ವಿ. ವೆಂಕಟೇಶ್ ರವರ ಸಮ್ಮುಖದಲ್ಲಿ ಪ್ರಶಸ್ತಿ ಪ್ರದಾನ xyxy=(554,992,778,1170)
article6-body: ತುಮಕೂರಿನ ಸರ್ಕಾರಿ ಆಸ್ಪತ್ರೆಯ ಹೆಸರಾಂತ ನೇತ್ರತಜ್ಞರಾದ ಡಾ॥ ಸುರೇಶ್ ಮತ್ತು ಅವರನ್ನು ಮೌರ್ಯ ಇವರ ಸಹಕಾರದಿಂದ ಮೃತರಿಂದ ಎರಡು ನೇತ್ರಗಳನ್ನು ತೆಗೆದರು.ಈ ಎರಡು ನೇತ್ರಗಳನ್ನು ಎನ್.ಎಸ್.ಐ ಫೌಂಡೇಶನ್ ಮುಖ್ಯಸ್ಥರಾದ ನಾಗರಾಜ್ ಎನ್.ಎಸ್. ರವರ ಸಹಕಾರದಿಂದ ಬೆಂಗಳೂರಿನ ಲಯನ್ಸ್ 'ಇಂಟರ್ ನ್ಯಾಷನಲ್' ಕಣ್ಣಿನ ಆಸ್ಪತ್ರೆಗೆ ಕಳುಹಿಸಿ ಕೊಟ್ಟರು. ಈ ಕಾರ್ಯದಿಂದ ಇಬ್ಬರು ವ್ಯಕ್ತಿ ಹೀನರಿಗೆ ದೃಷ್ಟಿ ಕೊಟ್ಟಂತಾಗಿ ಪಡೆದ ಭಾಗ್ಯವಂತರು ಫೌಂಡೇಶನ್ನಾನ ಸದಸ್ಯರುಗಳು ಮೃತರಿಗೆ ಶಾಂತಿ ಸಿಗಲೆಂದು ಹಾಗೂ ಅವರ ಕುಟುಂಬ ವರ್ಗದವರಿಗೆ ದುಃಖ ಸಹಿಸುವಂತಹ ಶಕ್ತಿ ದೇವರು ಕರುಣಿಸಲೆಂದು ಪ್ರಾರ್ಥಿಸಲಾಯಿತು. ಇದೇ ರೀತಿ ತುಮಕೂರು ಜಿಲ್ಲೆ ಯಲ್ಲಿ ನೇತ್ರದಾನ ಮಾಡುವವರು ನಾಗ ರಿಕರು ಎನ್.ಎಸ್.ಐ ಮುಖ್ಯಸ್ಥರು, ಎನ್.ಎಸ್. ಐ ಫೌಂಡೇಶನ್, ಎಸ್.ಎಸ್.ಪೈನ್ನ್ ಆರ್ಕೊರ್ಡ್, ಬಿ.ಹೆ ರಸ್ತೆ ಮಂಡಿಪೇಟೆ ಸರ್ಕಲ್, ತುಮಕೂರು ಮೊ 9195900 66066 ಸಂಪರ್ಕಿಸಬೇಕೆಂದು ಕೋರಲಾ ಗಿದೆ. xyxy=(1030,2157,1478,2355)
rashi-cell xyxy=(95,1013,141,1055)
header-rule-bottom xyxy=(142,96,1486,98)
article5-col2: ವ್ಯವಸ್ಥೆ ಕಲ್ಪಿಸುವ ಸಂಬಂಧ ಅರ್ಹ ಫಲಾನುಭವಿಗಳನ್ನು ಆಯ್ಕೆ ಮಾಡಲು ಈ ಅರ್ಜಿ ಆಹ್ವಾನಿಸಲಾಗಿದೆ. ಆಸಕ್ತ ಡಾ: ಬಿ.ಆರ್. ಅಂಬೇಡ್ಕರ್ ಅನುಯಾಯಿಗಳು ಸಮಾಜ ಕಲ್ಯಾಣ ಇಲಾಖೆಯ ವೆಬ್‌ಸೈಟ್ xyxy=(1262,1485,1480,1602)
panchanga-timings xyxy=(94,538,340,874)
dateline: ದಿನಾಂಕ :11-09-2025 ಗುರುವಾರ xyxy=(1227,63,1463,84)
article4-tarpana-photo xyxy=(787,1680,1018,1897)
bhavishya-title: ಇಂದಿನ ರಾಶಿ ಭವಿಷ್ಯ xyxy=(94,1062,290,1075)
panchanga-cell: 10.00 AM ನಂತರ xyxy=(192,605,290,629)
photo-credit: © Sanatan Sanstha xyxy=(328,1505,540,1527)
panchanga-row xyxy=(94,762,323,784)
panchanga-row xyxy=(94,695,290,717)
panchanga-date: 12-09-2025 xyxy=(117,377,267,401)
article4-intro-label: ಮಹತ್ವ xyxy=(127,1274,159,1290)
panchanga-cell: ತಿಥಿ ಇವತ್ತು ಪಂಚಮಿ xyxy=(94,784,192,808)
article1-photo xyxy=(556,172,1011,321)
article4-col1: 1. ಭಾದ್ರಪದ ಕೃಷ್ಣ ಪಕ್ಷಕ್ಕೆ 'ಪಿತೃಪಕ್ಷ' ಎನ್ನುತ್ತಾರೆ. ಈ ಪಕ್ಷವು ಪಿತೃಗಳಿಗೆ ಪ್ರಿಯವಾಗಿದೆ. ಈ ಪಕ್ಷದಲ್ಲಿ ಪಿತೃಗಳಿಗೆ ಶ್ರಾದ್ಧ ಮಾಡಿದರೆ ಅವರು ವರ್ಷಪೂರ್ತಿ ತೃಪ್ತರಾಗುತ್ತಾರೆ. 2. ಸೂರ್ಯೇ ಕನ್ಯಾಗತೇ ಶ್ರಾದ್ಧಂ ಯೋ ನ ಕುರ್ಯಾದ್ ಗೃಹಾಶ್ರಮೀ ಧನಂ ಪುತ್ರಾಃ ಕುತಸ್ತಸ್ಯ ಪಿತೃನಿಶ್ವಾಸಪೀಡಯಾ –ನಾಗ್ರ್ xyxy=(84,1301,300,1438)
rashi-cell: 12/9/2025 xyxy=(141,971,196,1013)
panchanga-row xyxy=(94,650,290,672)
panchanga-title: ನಾಳಿನ ಪಂಚಾಂಗ xyxy=(90,302,294,338)
article5-col1: ತುಮಕೂರು(ಕ.ವಾ.)ಸೆ.10: ಮಹಾರಾಷ್ಟ್ರದ ನಾಗಪುರದಲ್ಲಿ ಸೆಪ್ಟೆಂಬರ್ 30 ರಿಂದ ಅಕ್ಟೋಬರ್ 4ರವರೆಗೆ ನಡೆಯಲಿರುವ ದೀಕ್ಷಾ ಭೂಮಿಯ ಯಾತ್ರೆ ಕೈಗೊಳ್ಳಲಿಚ್ಛಿಸುವ ಡಾ: ಬಿ.ಆರ್. ಅಂಬೇಡ್ಕರ್ ಅವರ ಅನುಯಾಯಿಗಳಿಂದ ಆನ್ ಲೈನ್ ಮೂಲಕ ಅರ್ಜಿ ಸಲ್ಲಿಸುವ ಅವಧಿಯನ್ನು ಸೆಪ್ಟೆಂಬರ್ 15ರವರೆಗೆ ವಿಸ್ತರಿಸಲಾಗಿದೆ ಎಂದು ಸಮಾಜ ಕಲ್ಯಾಣ ಇಲಾಖೆ ಜಂಟಿ ನಿರ್ದೇಶಕ ಕೃಷ್ಣಪ್ಪ ಪ್ರಕಟಣೆಯಲ್ಲಿ ತಿಳಿಸಿದ್ದಾರೆ. ಸಮಾಜ ಕಲ್ಯಾಣ ಇಲಾಖೆಯ ವತಿಯಿಂದ ಡಾ: ಬಿ.ಆರ್. ಅಂಬೇಡ್ಕರ್ ಅನುಯಾಯಿಗಳನ್ನು ದೀಕ್ಷಾ ಭೂಮಿ ಯಾತ್ರೆಗೆ ಕಳುಹಿಸಿಕೊಡಲು ಬಸ್/ರೈಲಿನ xyxy=(1030,1485,1248,1743)
rashi-cell xyxy=(196,971,243,1013)
paksha: ಪಕ್ಷ : ಕೃಷ್ಣ ಪಕ್ಷ xyxy=(168,450,216,461)
article1-col3: ಕ್ಲಬ್ ನ ಸಂಚಾಲಕರಾದ ಸುಚಿತ್ರ ರವರು 'ಇಂತಹ ಕಾರ್ಯಕ್ರಮಗಳು ನಿಜಕ್ಕೂ ನಮಗೆ ಸಹಾಯ ಆಗುತ್ತವೆ. ನಾನು ಪ್ರತಿ ವಾರವೂ ಮಿಸ್ ಮಾಡದೆ ನವದಿಶ ಸಂಸ್ಥೆಯ ಚಟುವಟಿಕೆಯಲ್ಲಿ ಭಾಗವಹಿ ಸುತ್ತಿದ್ದೇನೆ ಮುಂದಿನ ದಿನಗಳಲ್ಲೂ ಇನ್ನು ಹೆಚ್ಚೆಚ್ಚು ಕಾರ್ಯಕ್ರಮಗಳನ್ನು ಸಂಸ್ಥೆಯು ಮಾಡಬೇಕು ಎಂದು ಮಾತನಾಡಿದರು. ಕಾರ್ಯಕ್ರಮದಲ್ಲಿ 32 ಟೀನ್ ಗಳು ಭಾಗವಹಿಸಿದ್ದರು. ನಿರೂಪಣೆ,ಸ್ವಾಗತ, ವಂದನಾರ್ಪಣೆ, ಎಲ್ಲವನ್ನು ಟೀನ್ ಗಳೇ ನಿರ್ವಹಿಸಿದ್ದರು. ಕಾರ್ಯಕ್ರಮದಲ್ಲಿ ನವ ದಿಶಾ ಸಂಸ್ಥೆಯ ಪ್ರೋಗ್ರಾಮ್ ಆಫೀಸರ್ ಯತೀಶ್ ಆರ್ ಅಣ್ಣಿನ. ಎಂ ಹಾಗೂ ಯೂತ್ ಮೆಂಟರ್ ಆದ ಪೂಜಾ, ಅಂಜಲಿ, ಹಾಗೂ ಊರಿನ ಪೋಷಕರು, ಗ್ರಾಮಸ್ಥರು ಭಾಗವಹಿಸಿದ್ದರು xyxy=(787,330,1011,629)
rashi-cell xyxy=(196,928,243,971)
panchanga-cell: 3.00 PM - 4.30 PM xyxy=(94,762,208,784)
article5-url-link[interactable]: swd.karnataka.gov.in/ xyxy=(1262,1634,1467,1653)
panchanga-month: ಸೆಪ್ಟೆಂಬರ್ - ಶುಕ್ರವಾರ xyxy=(151,359,233,373)
panchanga-cell: ಸೂರ್ಯಾಸ್ತ xyxy=(192,538,290,560)
panchanga-cell: ಯಮಗಂಡಕಾಲ xyxy=(94,739,192,763)
panchanga-cell: ಸೂರ್ಯ ರಾಶಿ xyxy=(94,627,192,650)
